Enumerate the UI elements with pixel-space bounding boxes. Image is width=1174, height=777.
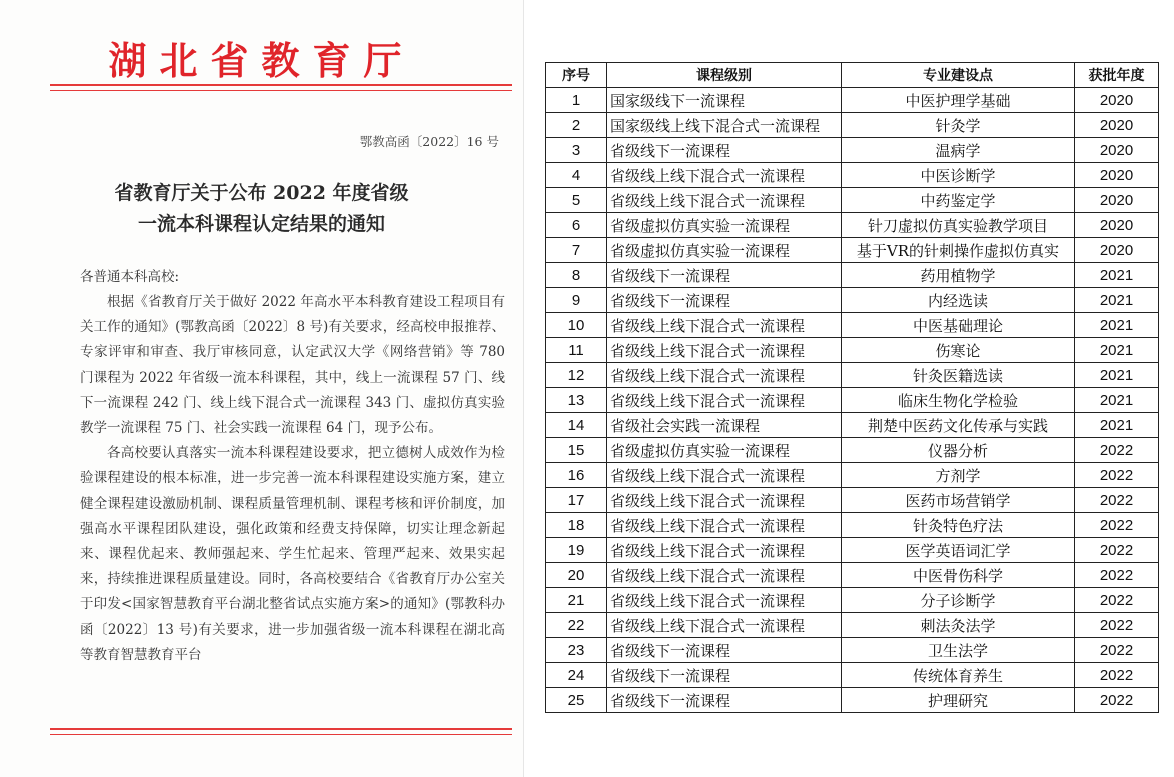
course-level: 省级线下一流课程 (607, 138, 842, 163)
approval-year: 2020 (1075, 113, 1159, 138)
header-no: 序号 (546, 63, 607, 88)
approval-year: 2021 (1075, 288, 1159, 313)
table-row (546, 338, 1159, 363)
course-level: 省级线上线下混合式一流课程 (607, 363, 842, 388)
course-level: 省级线下一流课程 (607, 263, 842, 288)
row-number: 1 (546, 88, 607, 113)
course-level: 省级线上线下混合式一流课程 (607, 613, 842, 638)
approval-year: 2022 (1075, 463, 1159, 488)
approval-year: 2022 (1075, 488, 1159, 513)
course-name: 刺法灸法学 (842, 613, 1075, 638)
course-level: 省级线上线下混合式一流课程 (607, 338, 842, 363)
table-row (546, 188, 1159, 213)
course-name: 分子诊断学 (842, 588, 1075, 613)
document-body (80, 290, 505, 668)
row-number: 25 (546, 688, 607, 713)
course-name: 伤寒论 (842, 338, 1075, 363)
course-name: 临床生物化学检验 (842, 388, 1075, 413)
notice-document (0, 0, 523, 777)
course-level: 省级线下一流课程 (607, 638, 842, 663)
table-row (546, 163, 1159, 188)
approval-year: 2020 (1075, 88, 1159, 113)
course-level: 省级线上线下混合式一流课程 (607, 538, 842, 563)
course-level: 省级线上线下混合式一流课程 (607, 188, 842, 213)
row-number: 3 (546, 138, 607, 163)
table-row (546, 113, 1159, 138)
course-level: 省级线上线下混合式一流课程 (607, 488, 842, 513)
approval-year: 2021 (1075, 313, 1159, 338)
red-rule-top-thin (50, 90, 512, 91)
course-name: 护理研究 (842, 688, 1075, 713)
course-level: 省级线上线下混合式一流课程 (607, 463, 842, 488)
row-number: 10 (546, 313, 607, 338)
row-number: 19 (546, 538, 607, 563)
document-number: 鄂教高函〔2022〕16 号 (359, 134, 499, 149)
document-title (0, 178, 523, 240)
approval-year: 2020 (1075, 238, 1159, 263)
table-row (546, 513, 1159, 538)
course-name: 卫生法学 (842, 638, 1075, 663)
salutation: 各普通本科高校: (80, 269, 180, 285)
red-rule-bottom-thin (50, 734, 512, 735)
table-row (546, 288, 1159, 313)
approval-year: 2022 (1075, 588, 1159, 613)
approval-year: 2021 (1075, 263, 1159, 288)
row-number: 22 (546, 613, 607, 638)
course-name: 基于VR的针刺操作虚拟仿真实 (842, 238, 1075, 263)
issuer-header: 湖北省教育厅 (108, 39, 415, 83)
row-number: 15 (546, 438, 607, 463)
course-name: 医学英语词汇学 (842, 538, 1075, 563)
row-number: 6 (546, 213, 607, 238)
approval-year: 2020 (1075, 213, 1159, 238)
body-paragraph-2: 各高校要认真落实一流本科课程建设要求，把立德树人成效作为检验课程建设的根本标准，进一步完善一流本科课程建设实施方案，建立健全课程建设激励机制、课程质量管理机制、课程考核和评价制度，加强高水平课程团队建设，强化政策和经费支持保障，切实让理念新起来、课程优起来、教师强起来、学生忙起来、管理严起来、效果实起来，持续推进课程质量建设。同时，各高校要结合《省教育厅办公室关于印发<国家智慧教育平台湖北整省试点实施方案>的通知》(鄂教科办函〔2022〕13 号)有关要求，进一步加强省级一流本科课程在湖北高等教育智慧教育平台 (80, 445, 505, 663)
approval-year: 2021 (1075, 338, 1159, 363)
title-line-2: 一流本科课程认定结果的通知 (137, 213, 385, 235)
course-name: 针刀虚拟仿真实验教学项目 (842, 213, 1075, 238)
approval-year: 2022 (1075, 613, 1159, 638)
course-level: 省级线上线下混合式一流课程 (607, 563, 842, 588)
course-level: 省级社会实践一流课程 (607, 413, 842, 438)
course-name: 中药鉴定学 (842, 188, 1075, 213)
row-number: 8 (546, 263, 607, 288)
row-number: 21 (546, 588, 607, 613)
course-name: 针灸学 (842, 113, 1075, 138)
course-name: 针灸特色疗法 (842, 513, 1075, 538)
table-row (546, 363, 1159, 388)
course-name: 传统体育养生 (842, 663, 1075, 688)
row-number: 13 (546, 388, 607, 413)
row-number: 9 (546, 288, 607, 313)
course-name: 针灸医籍选读 (842, 363, 1075, 388)
course-name: 荆楚中医药文化传承与实践 (842, 413, 1075, 438)
row-number: 17 (546, 488, 607, 513)
course-name: 中医基础理论 (842, 313, 1075, 338)
approval-year: 2020 (1075, 163, 1159, 188)
row-number: 4 (546, 163, 607, 188)
row-number: 16 (546, 463, 607, 488)
course-level: 省级虚拟仿真实验一流课程 (607, 438, 842, 463)
course-table (545, 62, 1159, 713)
table-row (546, 388, 1159, 413)
table-row (546, 663, 1159, 688)
course-level: 省级线下一流课程 (607, 688, 842, 713)
table-row (546, 588, 1159, 613)
course-level: 省级线下一流课程 (607, 663, 842, 688)
course-level: 省级线上线下混合式一流课程 (607, 588, 842, 613)
row-number: 7 (546, 238, 607, 263)
approval-year: 2021 (1075, 388, 1159, 413)
course-level: 国家级线上线下混合式一流课程 (607, 113, 842, 138)
table-row (546, 438, 1159, 463)
row-number: 12 (546, 363, 607, 388)
row-number: 2 (546, 113, 607, 138)
course-name: 中医骨伤科学 (842, 563, 1075, 588)
table-row (546, 213, 1159, 238)
table-header-row (546, 63, 1159, 88)
course-level: 省级线上线下混合式一流课程 (607, 513, 842, 538)
course-level: 国家级线下一流课程 (607, 88, 842, 113)
row-number: 5 (546, 188, 607, 213)
course-level: 省级虚拟仿真实验一流课程 (607, 213, 842, 238)
row-number: 14 (546, 413, 607, 438)
course-level: 省级线上线下混合式一流课程 (607, 388, 842, 413)
approval-year: 2020 (1075, 138, 1159, 163)
approval-year: 2021 (1075, 363, 1159, 388)
table-row (546, 238, 1159, 263)
approval-year: 2022 (1075, 663, 1159, 688)
course-level: 省级虚拟仿真实验一流课程 (607, 238, 842, 263)
table-row (546, 263, 1159, 288)
row-number: 18 (546, 513, 607, 538)
course-name: 方剂学 (842, 463, 1075, 488)
approval-year: 2022 (1075, 513, 1159, 538)
course-name: 仪器分析 (842, 438, 1075, 463)
table-row (546, 88, 1159, 113)
table-row (546, 138, 1159, 163)
table-row (546, 463, 1159, 488)
header-level: 课程级别 (607, 63, 842, 88)
table-row (546, 563, 1159, 588)
approval-year: 2022 (1075, 438, 1159, 463)
course-level: 省级线下一流课程 (607, 288, 842, 313)
approval-year: 2022 (1075, 538, 1159, 563)
row-number: 23 (546, 638, 607, 663)
red-rule-bottom (50, 728, 512, 730)
header-year: 获批年度 (1075, 63, 1159, 88)
title-line-1: 省教育厅关于公布 2022 年度省级 (114, 182, 409, 204)
course-name: 中医诊断学 (842, 163, 1075, 188)
course-level: 省级线上线下混合式一流课程 (607, 313, 842, 338)
table-row (546, 313, 1159, 338)
table-row (546, 538, 1159, 563)
approval-year: 2022 (1075, 563, 1159, 588)
table-body (546, 88, 1159, 713)
approval-year: 2022 (1075, 688, 1159, 713)
table-row (546, 613, 1159, 638)
approval-year: 2020 (1075, 188, 1159, 213)
body-paragraph-1: 根据《省教育厅关于做好 2022 年高水平本科教育建设工程项目有关工作的通知》(鄂教高函〔2022〕8 号)有关要求，经高校申报推荐、专家评审和审查、我厅审核同意，认定武汉大学《网络营销》等 780 门课程为 2022 年省级一流本科课程，其中，线上一流课程 57 门、线下一流课程 242 门、线上线下混合式一流课程 343 门、虚拟仿真实验教学一流课程 75 门、社会实践一流课程 64 门，现予公布。 (80, 294, 505, 437)
course-name: 中医护理学基础 (842, 88, 1075, 113)
table-row (546, 488, 1159, 513)
approval-year: 2021 (1075, 413, 1159, 438)
red-rule-top (50, 84, 512, 86)
row-number: 20 (546, 563, 607, 588)
course-name: 温病学 (842, 138, 1075, 163)
table-row (546, 638, 1159, 663)
row-number: 11 (546, 338, 607, 363)
approval-year: 2022 (1075, 638, 1159, 663)
row-number: 24 (546, 663, 607, 688)
course-name: 内经选读 (842, 288, 1075, 313)
table-row (546, 413, 1159, 438)
course-name: 药用植物学 (842, 263, 1075, 288)
course-level: 省级线上线下混合式一流课程 (607, 163, 842, 188)
course-name: 医药市场营销学 (842, 488, 1075, 513)
header-point: 专业建设点 (842, 63, 1075, 88)
table-row (546, 688, 1159, 713)
